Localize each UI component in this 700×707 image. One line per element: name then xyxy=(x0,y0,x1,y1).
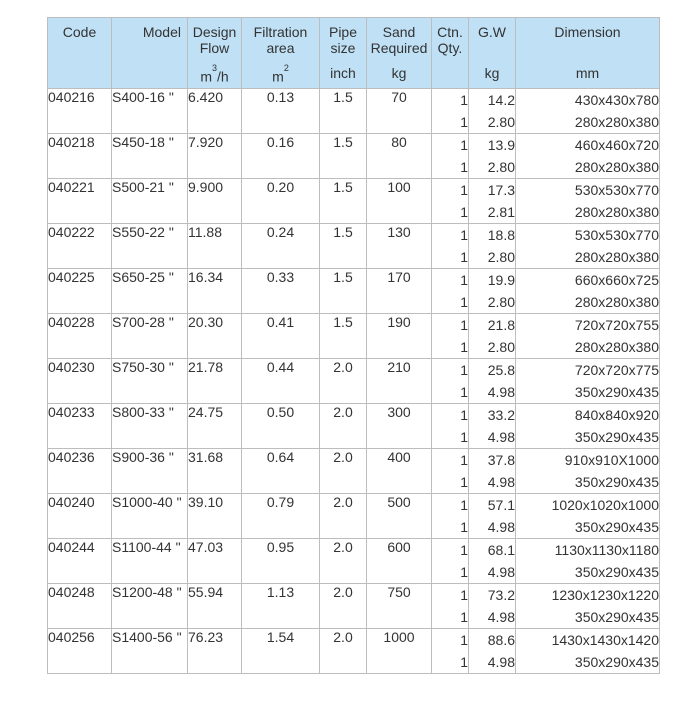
header-area-line2: area xyxy=(266,40,295,56)
cell-flow: 20.30 xyxy=(188,314,242,359)
dim-cell xyxy=(516,629,660,674)
gw-accessory: 4.98 xyxy=(487,564,515,580)
header-ctn xyxy=(432,18,469,89)
cell-flow: 47.03 xyxy=(188,539,242,584)
gw-cell xyxy=(469,539,516,584)
gw-cell xyxy=(469,179,516,224)
cell-sand: 300 xyxy=(367,404,432,449)
cell-model: S550-22 " xyxy=(112,224,188,269)
cell-code: 040233 xyxy=(48,404,112,449)
qty-accessory: 1 xyxy=(460,429,468,445)
cell-flow: 6.420 xyxy=(188,89,242,134)
cell-flow: 24.75 xyxy=(188,404,242,449)
cell-sand: 190 xyxy=(367,314,432,359)
header-pipe-unit: inch xyxy=(330,65,356,81)
dim-accessory: 350x290x435 xyxy=(574,474,659,490)
qty-main: 1 xyxy=(460,182,468,198)
header-row xyxy=(48,18,660,89)
dim-accessory: 280x280x380 xyxy=(574,249,659,265)
qty-accessory: 1 xyxy=(460,249,468,265)
cell-area: 0.95 xyxy=(242,539,320,584)
gw-cell xyxy=(469,224,516,269)
gw-main: 37.8 xyxy=(487,452,515,468)
cell-area: 0.13 xyxy=(242,89,320,134)
gw-main: 21.8 xyxy=(487,317,515,333)
cell-flow: 7.920 xyxy=(188,134,242,179)
cell-sand: 80 xyxy=(367,134,432,179)
dim-main: 530x530x770 xyxy=(574,182,659,198)
table-row xyxy=(48,539,660,584)
qty-accessory: 1 xyxy=(460,339,468,355)
flow-unit-sup: 3 xyxy=(211,63,217,73)
cell-sand: 500 xyxy=(367,494,432,539)
spec-table xyxy=(47,17,660,674)
dim-cell xyxy=(516,449,660,494)
gw-accessory: 2.80 xyxy=(487,159,515,175)
dim-main: 720x720x755 xyxy=(574,317,659,333)
cell-pipe: 2.0 xyxy=(320,629,367,674)
header-ctn-line2: Qty. xyxy=(437,40,463,56)
dim-cell xyxy=(516,584,660,629)
qty-main: 1 xyxy=(460,497,468,513)
cell-pipe: 2.0 xyxy=(320,494,367,539)
dim-accessory: 280x280x380 xyxy=(574,204,659,220)
dim-accessory: 350x290x435 xyxy=(574,609,659,625)
gw-accessory: 2.81 xyxy=(487,204,515,220)
qty-accessory: 1 xyxy=(460,474,468,490)
cell-model: S750-30 " xyxy=(112,359,188,404)
dim-accessory: 350x290x435 xyxy=(574,519,659,535)
dim-main: 1020x1020x1000 xyxy=(551,497,659,513)
gw-cell xyxy=(469,89,516,134)
cell-code: 040225 xyxy=(48,269,112,314)
table-row xyxy=(48,494,660,539)
cell-area: 0.64 xyxy=(242,449,320,494)
gw-main: 68.1 xyxy=(487,542,515,558)
header-flow-line2: Flow xyxy=(199,40,230,56)
header-code-label: Code xyxy=(62,24,97,40)
cell-model: S1000-40 " xyxy=(112,494,188,539)
qty-accessory: 1 xyxy=(460,384,468,400)
cell-pipe: 2.0 xyxy=(320,539,367,584)
header-flow xyxy=(188,18,242,89)
dim-accessory: 280x280x380 xyxy=(574,114,659,130)
header-gw-line1: G.W xyxy=(478,24,506,40)
qty-accessory: 1 xyxy=(460,564,468,580)
cell-sand: 100 xyxy=(367,179,432,224)
gw-accessory: 4.98 xyxy=(487,384,515,400)
cell-sand: 210 xyxy=(367,359,432,404)
cell-area: 0.79 xyxy=(242,494,320,539)
cell-code: 040240 xyxy=(48,494,112,539)
header-model-label: Model xyxy=(142,24,181,40)
header-code xyxy=(48,18,112,89)
header-flow-line1: Design xyxy=(192,24,237,40)
qty-cell xyxy=(432,404,469,449)
qty-main: 1 xyxy=(460,407,468,423)
cell-area: 0.44 xyxy=(242,359,320,404)
gw-cell xyxy=(469,269,516,314)
table-row xyxy=(48,404,660,449)
dim-accessory: 280x280x380 xyxy=(574,339,659,355)
cell-area: 0.33 xyxy=(242,269,320,314)
gw-accessory: 2.80 xyxy=(487,114,515,130)
gw-main: 57.1 xyxy=(487,497,515,513)
qty-main: 1 xyxy=(460,452,468,468)
dim-main: 430x430x780 xyxy=(574,92,659,108)
qty-cell xyxy=(432,584,469,629)
gw-accessory: 2.80 xyxy=(487,339,515,355)
dim-cell xyxy=(516,404,660,449)
dim-accessory: 350x290x435 xyxy=(574,564,659,580)
cell-pipe: 1.5 xyxy=(320,224,367,269)
gw-cell xyxy=(469,629,516,674)
header-dim xyxy=(516,18,660,89)
header-sand-unit: kg xyxy=(391,65,407,81)
gw-accessory: 2.80 xyxy=(487,294,515,310)
dim-main: 660x660x725 xyxy=(574,272,659,288)
cell-pipe: 1.5 xyxy=(320,134,367,179)
cell-model: S900-36 " xyxy=(112,449,188,494)
cell-flow: 31.68 xyxy=(188,449,242,494)
dim-main: 1130x1130x1180 xyxy=(554,542,659,558)
dim-main: 1430x1430x1420 xyxy=(551,632,659,648)
gw-cell xyxy=(469,584,516,629)
cell-sand: 400 xyxy=(367,449,432,494)
cell-code: 040256 xyxy=(48,629,112,674)
cell-code: 040244 xyxy=(48,539,112,584)
header-pipe xyxy=(320,18,367,89)
qty-accessory: 1 xyxy=(460,609,468,625)
dim-cell xyxy=(516,494,660,539)
qty-cell xyxy=(432,494,469,539)
cell-model: S400-16 " xyxy=(112,89,188,134)
header-dim-line1: Dimension xyxy=(554,24,621,40)
dim-cell xyxy=(516,314,660,359)
table-row xyxy=(48,584,660,629)
dim-cell xyxy=(516,224,660,269)
cell-model: S1400-56 " xyxy=(112,629,188,674)
dim-main: 720x720x775 xyxy=(574,362,659,378)
dim-main: 840x840x920 xyxy=(574,407,659,423)
qty-main: 1 xyxy=(460,542,468,558)
header-sand-line1: Sand xyxy=(382,24,416,40)
gw-cell xyxy=(469,494,516,539)
cell-model: S500-21 " xyxy=(112,179,188,224)
header-dim-unit: mm xyxy=(575,65,600,81)
table-row xyxy=(48,224,660,269)
cell-flow: 39.10 xyxy=(188,494,242,539)
header-area xyxy=(242,18,320,89)
cell-code: 040248 xyxy=(48,584,112,629)
header-model xyxy=(112,18,188,89)
cell-area: 1.54 xyxy=(242,629,320,674)
cell-sand: 1000 xyxy=(367,629,432,674)
cell-code: 040236 xyxy=(48,449,112,494)
cell-code: 040218 xyxy=(48,134,112,179)
gw-main: 88.6 xyxy=(487,632,515,648)
cell-flow: 76.23 xyxy=(188,629,242,674)
cell-model: S1200-48 " xyxy=(112,584,188,629)
header-area-unit xyxy=(242,65,319,85)
cell-area: 0.24 xyxy=(242,224,320,269)
table-row xyxy=(48,449,660,494)
cell-pipe: 2.0 xyxy=(320,359,367,404)
table-row xyxy=(48,359,660,404)
qty-accessory: 1 xyxy=(460,294,468,310)
cell-sand: 130 xyxy=(367,224,432,269)
dim-cell xyxy=(516,539,660,584)
qty-main: 1 xyxy=(460,587,468,603)
qty-cell xyxy=(432,179,469,224)
area-unit-sup: 2 xyxy=(283,63,289,73)
header-pipe-line1: Pipe xyxy=(328,24,358,40)
dim-accessory: 280x280x380 xyxy=(574,294,659,310)
cell-flow: 11.88 xyxy=(188,224,242,269)
cell-sand: 170 xyxy=(367,269,432,314)
header-area-line1: Filtration xyxy=(253,24,308,40)
cell-flow: 21.78 xyxy=(188,359,242,404)
cell-code: 040228 xyxy=(48,314,112,359)
qty-main: 1 xyxy=(460,272,468,288)
gw-main: 14.2 xyxy=(487,92,515,108)
gw-accessory: 4.98 xyxy=(487,429,515,445)
qty-main: 1 xyxy=(460,362,468,378)
header-flow-unit xyxy=(188,65,241,85)
qty-main: 1 xyxy=(460,632,468,648)
cell-pipe: 1.5 xyxy=(320,179,367,224)
cell-area: 0.50 xyxy=(242,404,320,449)
qty-cell xyxy=(432,269,469,314)
qty-cell xyxy=(432,314,469,359)
dim-main: 1230x1230x1220 xyxy=(551,587,659,603)
header-gw xyxy=(469,18,516,89)
gw-cell xyxy=(469,359,516,404)
cell-flow: 9.900 xyxy=(188,179,242,224)
cell-area: 0.41 xyxy=(242,314,320,359)
cell-pipe: 2.0 xyxy=(320,404,367,449)
flow-unit-base: m xyxy=(200,68,212,85)
qty-main: 1 xyxy=(460,137,468,153)
header-gw-unit: kg xyxy=(484,65,500,81)
flow-unit-tail: /h xyxy=(217,68,229,85)
cell-flow: 55.94 xyxy=(188,584,242,629)
dim-cell xyxy=(516,134,660,179)
qty-cell xyxy=(432,629,469,674)
cell-pipe: 2.0 xyxy=(320,584,367,629)
area-unit-base: m xyxy=(272,68,284,85)
table-row xyxy=(48,269,660,314)
cell-area: 0.20 xyxy=(242,179,320,224)
qty-accessory: 1 xyxy=(460,114,468,130)
gw-accessory: 4.98 xyxy=(487,609,515,625)
gw-accessory: 4.98 xyxy=(487,474,515,490)
cell-pipe: 2.0 xyxy=(320,449,367,494)
header-sand-line2: Required xyxy=(370,40,428,56)
gw-accessory: 4.98 xyxy=(487,654,515,670)
cell-pipe: 1.5 xyxy=(320,314,367,359)
gw-main: 73.2 xyxy=(487,587,515,603)
qty-accessory: 1 xyxy=(460,204,468,220)
cell-model: S650-25 " xyxy=(112,269,188,314)
table-row xyxy=(48,314,660,359)
dim-main: 530x530x770 xyxy=(574,227,659,243)
gw-cell xyxy=(469,314,516,359)
dim-cell xyxy=(516,179,660,224)
cell-model: S1100-44 " xyxy=(112,539,188,584)
gw-main: 25.8 xyxy=(487,362,515,378)
cell-model: S700-28 " xyxy=(112,314,188,359)
table-row xyxy=(48,179,660,224)
cell-code: 040230 xyxy=(48,359,112,404)
gw-main: 33.2 xyxy=(487,407,515,423)
header-pipe-line2: size xyxy=(330,40,356,56)
qty-accessory: 1 xyxy=(460,519,468,535)
dim-main: 460x460x720 xyxy=(574,137,659,153)
qty-cell xyxy=(432,359,469,404)
cell-pipe: 1.5 xyxy=(320,89,367,134)
qty-main: 1 xyxy=(460,92,468,108)
qty-accessory: 1 xyxy=(460,159,468,175)
qty-cell xyxy=(432,134,469,179)
gw-main: 19.9 xyxy=(487,272,515,288)
table-row xyxy=(48,134,660,179)
dim-cell xyxy=(516,89,660,134)
qty-cell xyxy=(432,539,469,584)
gw-main: 18.8 xyxy=(487,227,515,243)
cell-model: S450-18 " xyxy=(112,134,188,179)
gw-accessory: 4.98 xyxy=(487,519,515,535)
gw-cell xyxy=(469,404,516,449)
qty-cell xyxy=(432,449,469,494)
qty-main: 1 xyxy=(460,317,468,333)
qty-accessory: 1 xyxy=(460,654,468,670)
cell-flow: 16.34 xyxy=(188,269,242,314)
gw-cell xyxy=(469,134,516,179)
qty-cell xyxy=(432,224,469,269)
cell-code: 040222 xyxy=(48,224,112,269)
cell-sand: 600 xyxy=(367,539,432,584)
gw-main: 17.3 xyxy=(487,182,515,198)
gw-cell xyxy=(469,449,516,494)
table-row xyxy=(48,89,660,134)
qty-cell xyxy=(432,89,469,134)
header-sand xyxy=(367,18,432,89)
header-ctn-line1: Ctn. xyxy=(437,24,463,40)
dim-accessory: 280x280x380 xyxy=(574,159,659,175)
table-row xyxy=(48,629,660,674)
dim-accessory: 350x290x435 xyxy=(574,429,659,445)
gw-main: 13.9 xyxy=(487,137,515,153)
qty-main: 1 xyxy=(460,227,468,243)
dim-main: 910x910X1000 xyxy=(564,452,659,468)
cell-pipe: 1.5 xyxy=(320,269,367,314)
cell-sand: 70 xyxy=(367,89,432,134)
cell-code: 040221 xyxy=(48,179,112,224)
dim-cell xyxy=(516,359,660,404)
cell-code: 040216 xyxy=(48,89,112,134)
cell-model: S800-33 " xyxy=(112,404,188,449)
cell-area: 0.16 xyxy=(242,134,320,179)
cell-sand: 750 xyxy=(367,584,432,629)
dim-cell xyxy=(516,269,660,314)
dim-accessory: 350x290x435 xyxy=(574,384,659,400)
dim-accessory: 350x290x435 xyxy=(574,654,659,670)
cell-area: 1.13 xyxy=(242,584,320,629)
gw-accessory: 2.80 xyxy=(487,249,515,265)
